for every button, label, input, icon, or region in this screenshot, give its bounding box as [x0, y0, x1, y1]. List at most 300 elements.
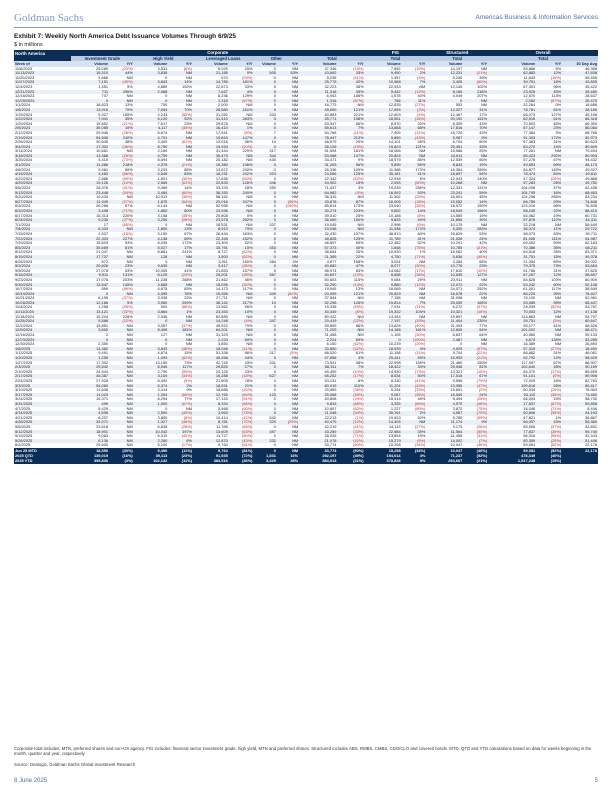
table-cell: 37,346 — [324, 66, 337, 71]
table-cell: 40% — [337, 246, 364, 251]
table-cell: 220% — [122, 213, 133, 218]
table-cell: 35,479 — [193, 154, 229, 159]
table-cell: 98,073 — [523, 231, 536, 236]
row-label: 9/9/2024 — [15, 268, 31, 273]
table-cell: 12,870 — [193, 439, 229, 444]
table-cell: (21%) — [463, 71, 488, 76]
table-cell: (81%) — [229, 448, 254, 453]
table-cell: (30%) — [402, 264, 427, 269]
table-cell: (11%) — [415, 305, 426, 310]
table-cell: 19,310 — [71, 71, 109, 76]
table-cell: 9,235 — [71, 218, 109, 223]
table-cell: 28% — [417, 140, 426, 145]
column-header-1-volume: Volume — [71, 61, 109, 66]
table-cell: 3,203 — [157, 167, 168, 172]
table-cell: NM — [277, 255, 299, 260]
table-cell: NM — [109, 411, 134, 416]
table-cell: 25% — [244, 66, 253, 71]
table-cell: (30%) — [109, 448, 134, 453]
table-cell: 54,768 — [324, 130, 337, 135]
row-label: 9/23/2024 — [15, 277, 33, 282]
table-cell: 11% — [402, 99, 427, 104]
table-cell: 85,659 — [585, 369, 597, 374]
row-label: 9/30/2024 — [14, 283, 71, 288]
brand-name: Goldman Sachs — [14, 12, 84, 24]
table-cell: (28%) — [109, 154, 134, 159]
table-cell: (40%) — [414, 323, 426, 328]
table-cell: 52% — [244, 241, 253, 246]
table-cell: 0 — [253, 99, 276, 104]
table-cell: 11,502 — [388, 195, 401, 200]
table-cell: 20,419 — [299, 319, 337, 324]
table-cell: NM — [277, 384, 299, 389]
column-header-2-y-y: Y/Y — [109, 61, 134, 66]
table-cell: 1,848 — [365, 246, 402, 251]
table-cell: 10,414 — [215, 415, 228, 420]
table-cell: NM — [185, 314, 192, 319]
table-cell: NM — [277, 246, 299, 251]
table-cell: 47% — [337, 264, 364, 269]
table-cell: 4% — [292, 259, 299, 264]
table-cell: (95%) — [122, 305, 133, 310]
table-cell: NM — [277, 402, 299, 407]
table-cell: 23,578 — [193, 218, 229, 223]
table-cell: NM — [277, 117, 299, 122]
table-cell: (59%) — [476, 415, 488, 420]
table-cell: NM — [292, 424, 299, 429]
table-cell: 23,354 — [193, 310, 229, 315]
table-cell: (61%) — [168, 181, 193, 186]
table-cell: NM — [292, 241, 299, 246]
table-cell: 750 — [160, 103, 168, 108]
table-cell: (48%) — [463, 402, 488, 407]
table-cell: NM — [277, 365, 299, 370]
table-cell: 44% — [229, 356, 254, 361]
table-cell: 0 — [253, 108, 276, 113]
table-cell: 0 — [253, 356, 276, 361]
table-cell: 7,197 — [365, 319, 402, 324]
table-cell: 151% — [463, 117, 488, 122]
table-cell: 21,493 — [450, 323, 463, 328]
table-cell: 3,685 — [134, 283, 169, 288]
table-cell: 14,188 — [365, 328, 402, 333]
table-cell: (48%) — [168, 420, 193, 425]
table-cell: (29%) — [277, 420, 299, 425]
table-cell: (35%) — [181, 195, 192, 200]
table-cell: 22,213 — [324, 415, 337, 420]
table-cell: NM — [109, 328, 134, 333]
table-cell: 32,223 — [324, 84, 337, 89]
table-cell: 3,415 — [98, 158, 109, 163]
table-cell: 15,062 — [450, 250, 463, 255]
table-cell: 3,960 — [134, 301, 169, 306]
table-cell: 29,878 — [215, 121, 228, 126]
table-cell: 39,751 — [488, 319, 536, 324]
table-cell: 2,886 — [98, 176, 109, 181]
table-cell: (52%) — [536, 448, 562, 453]
table-cell: 69% — [168, 237, 193, 242]
table-cell: (89%) — [414, 406, 426, 411]
table-cell: (93%) — [242, 75, 253, 80]
table-cell — [562, 458, 598, 463]
table-cell: 16% — [536, 191, 562, 196]
table-cell: 8% — [357, 378, 364, 383]
table-cell: 6,272 — [452, 305, 463, 310]
table-cell: 70,503 — [523, 121, 536, 126]
table-cell: 19,046 — [299, 227, 337, 232]
table-cell: 25,089 — [96, 66, 109, 71]
table-cell: 89% — [553, 259, 562, 264]
table-cell: 8,945 — [134, 365, 169, 370]
table-cell: 94,432 — [585, 158, 597, 163]
table-cell: 5,027 — [134, 246, 169, 251]
table-cell: 2,224 — [193, 338, 229, 343]
table-cell: 56,316 — [523, 434, 536, 439]
table-cell: 80,623 — [585, 140, 597, 145]
table-cell: (36%) — [229, 458, 254, 463]
table-cell: 7% — [402, 301, 427, 306]
table-cell: 4,759 — [134, 154, 169, 159]
table-cell: 13% — [124, 103, 133, 108]
table-cell: 96% — [337, 163, 364, 168]
row-label: 4/21/2025 — [15, 415, 33, 420]
table-cell: 21,462 — [215, 277, 228, 282]
table-cell: 9,639 — [134, 264, 169, 269]
table-cell: 22,873 — [215, 84, 228, 89]
table-cell: (92%) — [277, 292, 299, 297]
table-cell: 60,731 — [585, 213, 597, 218]
table-cell: 92,792 — [488, 356, 536, 361]
report-date: 8 June 2025 — [14, 778, 48, 784]
table-cell: 3,864 — [134, 310, 169, 315]
table-cell: 20,059 — [299, 292, 337, 297]
table-cell: 1,053 — [134, 393, 169, 398]
table-cell: 24% — [463, 393, 488, 398]
table-cell: (25%) — [536, 439, 562, 444]
table-cell: NM — [185, 94, 192, 99]
row-label: 1/20/2025 — [14, 356, 71, 361]
table-cell: NM — [126, 406, 133, 411]
table-cell: NM — [337, 227, 364, 232]
table-cell: 4,977 — [326, 259, 337, 264]
table-cell: 39% — [479, 75, 488, 80]
table-cell: (46%) — [476, 443, 488, 448]
table-cell: (26%) — [476, 424, 488, 429]
row-label: 8/12/2024 — [15, 250, 33, 255]
table-cell: 134% — [536, 338, 562, 343]
column-header-0-week-of: Week of — [14, 61, 71, 66]
table-cell: 0 — [253, 283, 276, 288]
table-cell: 38,654 — [324, 250, 337, 255]
table-cell: 20,824 — [365, 154, 402, 159]
table-cell: 139,019 — [71, 453, 109, 458]
row-label: 3/31/2025 — [14, 402, 71, 407]
table-cell: 71,237 — [426, 453, 463, 458]
table-cell: 83% — [355, 268, 364, 273]
table-cell: NM — [109, 420, 134, 425]
table-cell: 353 — [253, 246, 276, 251]
table-cell: 11,949 — [71, 200, 109, 205]
table-cell: 14,565 — [450, 213, 463, 218]
table-cell: 67,207 — [488, 273, 536, 278]
table-cell: 6,943 — [326, 94, 337, 99]
table-cell: 90,159 — [562, 365, 598, 370]
table-cell: NM — [480, 103, 488, 108]
table-cell: 223% — [337, 209, 364, 214]
table-cell: 43% — [244, 360, 253, 365]
table-cell: (26%) — [414, 204, 426, 209]
row-label: 12/18/2023 — [15, 94, 35, 99]
exhibit-units: $ in millions — [14, 42, 43, 48]
table-cell: 79,375 — [488, 264, 536, 269]
table-cell: 9,490 — [365, 71, 402, 76]
row-label: 1/29/2024 — [15, 121, 33, 126]
table-cell: 71,209 — [299, 328, 337, 333]
table-cell: 20,016 — [193, 200, 229, 205]
table-cell: 0 — [165, 259, 168, 264]
table-cell: 11,458 — [450, 434, 463, 439]
table-cell: (33%) — [337, 430, 364, 435]
table-cell: 5,300 — [426, 227, 463, 232]
table-cell: (11%) — [353, 130, 364, 135]
table-cell: 88,410 — [562, 209, 598, 214]
table-cell: 500 — [253, 71, 276, 76]
table-cell: 23,309 — [215, 241, 228, 246]
table-cell: 110% — [337, 384, 364, 389]
table-cell: 12,835 — [388, 103, 401, 108]
table-cell: 121% — [402, 145, 427, 150]
table-cell: (71%) — [402, 255, 427, 260]
table-cell: NM — [292, 140, 299, 145]
table-cell: NM — [277, 126, 299, 131]
table-cell: 30,645 — [96, 140, 109, 145]
table-cell: NM — [109, 393, 134, 398]
table-cell: 0 — [253, 411, 276, 416]
table-cell: 53% — [402, 191, 427, 196]
table-cell: 57,263 — [488, 181, 536, 186]
table-cell: 68,311 — [299, 365, 337, 370]
table-cell: 181% — [353, 149, 364, 154]
table-cell: 89,417 — [562, 384, 598, 389]
table-cell: NM — [480, 277, 488, 282]
table-cell: 292,197 — [299, 453, 337, 458]
table-cell: 112% — [536, 218, 562, 223]
table-cell: 28,026 — [324, 434, 337, 439]
row-label: 1/27/2025 — [15, 360, 33, 365]
table-cell: 21,480 — [450, 360, 463, 365]
table-cell: 14,113 — [388, 424, 401, 429]
table-cell: NM — [555, 333, 562, 338]
table-cell: 24,544 — [96, 369, 109, 374]
table-cell: (100%) — [402, 338, 427, 343]
table-cell: 0 — [273, 84, 276, 89]
table-cell: 8,761 — [193, 420, 229, 425]
table-cell: 296% — [109, 90, 134, 95]
table-cell: (54%) — [109, 191, 134, 196]
table-cell: 44,902 — [299, 181, 337, 186]
table-cell: 332 — [253, 439, 276, 444]
table-cell: NM — [277, 108, 299, 113]
table-cell: 29,441 — [365, 356, 402, 361]
table-cell: 13% — [355, 287, 364, 292]
table-cell: 29,946 — [96, 130, 109, 135]
row-label: 2/24/2025 — [15, 378, 33, 383]
row-label: 1/6/2025 — [14, 347, 71, 352]
table-cell: 3,024 — [390, 259, 401, 264]
table-cell: 137% — [337, 154, 364, 159]
table-cell: 59,740 — [562, 430, 598, 435]
row-label: 6/17/2024 — [15, 213, 33, 218]
table-cell: 42% — [479, 241, 488, 246]
table-cell: (45%) — [168, 411, 193, 416]
table-cell: 3,429 — [253, 458, 276, 463]
table-cell: 17,515 — [426, 374, 463, 379]
table-cell: 60,647 — [562, 319, 598, 324]
table-cell: 8,913 — [193, 227, 229, 232]
table-cell: 43,289 — [299, 430, 337, 435]
table-cell: 12% — [536, 71, 562, 76]
table-cell: 83,270 — [488, 145, 536, 150]
table-cell: 16,288 — [193, 374, 229, 379]
table-cell: 14,002 — [426, 439, 463, 444]
table-cell: (5%) — [402, 439, 427, 444]
table-cell: (10%) — [109, 181, 134, 186]
table-cell: 6,835 — [157, 424, 168, 429]
table-cell: 124,258 — [521, 195, 536, 200]
table-cell: 53% — [124, 241, 133, 246]
row-label: 5/6/2024 — [15, 186, 31, 191]
table-cell: NM — [536, 328, 562, 333]
table-cell: NM — [246, 103, 253, 108]
table-cell: (25%) — [414, 195, 426, 200]
table-cell: 62,183 — [585, 241, 597, 246]
table-cell: 59,133 — [585, 333, 597, 338]
table-cell: 15,851 — [96, 323, 109, 328]
table-cell: 9,063 — [98, 434, 109, 439]
row-label: 9/16/2024 — [14, 273, 71, 278]
table-cell: 80,019 — [299, 384, 337, 389]
table-cell: NM — [463, 338, 488, 343]
table-cell: 40,560 — [523, 333, 536, 338]
table-cell: 18% — [536, 365, 562, 370]
table-cell: 56,380 — [562, 420, 598, 425]
table-cell: 553 — [455, 103, 463, 108]
table-cell: 56% — [355, 121, 364, 126]
table-cell: 2% — [402, 411, 427, 416]
table-cell: (17%) — [550, 369, 562, 374]
table-cell: NM — [292, 378, 299, 383]
table-cell: 20,808 — [215, 213, 228, 218]
table-cell: 5,254 — [390, 388, 401, 393]
table-cell: 11,789 — [365, 237, 402, 242]
table-cell: 156% — [353, 94, 364, 99]
table-cell: NM — [246, 342, 253, 347]
table-cell: 31% — [463, 108, 488, 113]
table-cell: 2% — [168, 384, 193, 389]
table-cell: (66%) — [168, 393, 193, 398]
table-cell: 24,936 — [193, 209, 229, 214]
table-cell: NM — [357, 222, 364, 227]
table-cell: 26,336 — [324, 167, 337, 172]
table-cell: NM — [185, 342, 192, 347]
table-cell: (71%) — [353, 434, 364, 439]
table-cell: NM — [185, 333, 192, 338]
table-cell: 16,592 — [365, 191, 402, 196]
table-cell: 10,930 — [388, 250, 401, 255]
table-cell: 4,750 — [365, 255, 402, 260]
table-cell: (55%) — [402, 393, 427, 398]
table-cell: 80,609 — [562, 145, 598, 150]
column-header-8-y-y: Y/Y — [277, 61, 299, 66]
table-cell: 367 — [253, 273, 276, 278]
table-cell: 31,751 — [488, 255, 536, 260]
table-cell: 7,647 — [193, 90, 229, 95]
table-cell: NM — [292, 305, 299, 310]
table-cell: 62,883 — [488, 71, 536, 76]
table-cell: 6,374 — [134, 384, 169, 389]
table-cell: 5% — [463, 136, 488, 141]
table-cell: 22% — [184, 296, 192, 301]
table-cell: 66,057 — [488, 420, 536, 425]
table-cell: 40,883 — [324, 112, 337, 117]
table-cell: (15%) — [337, 145, 364, 150]
table-cell: 102,132 — [134, 458, 169, 463]
table-cell: 317 — [269, 351, 276, 356]
row-label: 5/5/2025 — [15, 424, 31, 429]
table-cell: NM — [126, 434, 133, 439]
table-cell: 1,850 — [134, 209, 169, 214]
table-cell: 3,872 — [452, 406, 463, 411]
table-cell: 39,711 — [585, 231, 597, 236]
table-cell: 0 — [273, 287, 276, 292]
table-cell: 253,667 — [426, 458, 463, 463]
table-cell: (15%) — [476, 369, 488, 374]
table-cell: 45% — [337, 90, 364, 95]
table-cell: 52% — [417, 241, 426, 246]
table-cell: (31%) — [122, 186, 133, 191]
table-cell: NM — [246, 158, 253, 163]
table-cell: (52%) — [550, 305, 562, 310]
table-cell: (18%) — [402, 200, 427, 205]
source-note: Source: Dealogic, Goldman Sachs Global Investment Research — [14, 762, 136, 767]
table-cell: NM — [419, 84, 426, 89]
table-cell: 68,766 — [585, 130, 597, 135]
table-cell: 0 — [253, 145, 276, 150]
table-cell: 197% — [168, 430, 193, 435]
table-cell: 33% — [463, 145, 488, 150]
table-cell: 159% — [477, 360, 488, 365]
table-cell: 2,000 — [218, 103, 228, 108]
table-cell: 64% — [479, 333, 488, 338]
table-cell: 17,302 — [71, 145, 109, 150]
row-label: 1/22/2024 — [14, 117, 71, 122]
table-cell: 4,138 — [134, 237, 169, 242]
table-cell: 80,422 — [324, 314, 337, 319]
table-cell: 283% — [463, 227, 488, 232]
table-cell: (20%) — [414, 342, 426, 347]
table-cell: NM — [277, 136, 299, 141]
table-cell: NM — [463, 181, 488, 186]
table-cell: 15,691 — [450, 388, 463, 393]
table-cell: 395,836 — [71, 458, 109, 463]
table-cell: 9,461 — [98, 167, 109, 172]
table-cell: 40% — [479, 250, 488, 255]
table-cell: 23% — [109, 264, 134, 269]
table-cell: 13,547 — [71, 283, 109, 288]
table-cell: NM — [292, 231, 299, 236]
table-cell: 39% — [463, 218, 488, 223]
table-cell: 1,875 — [134, 200, 169, 205]
